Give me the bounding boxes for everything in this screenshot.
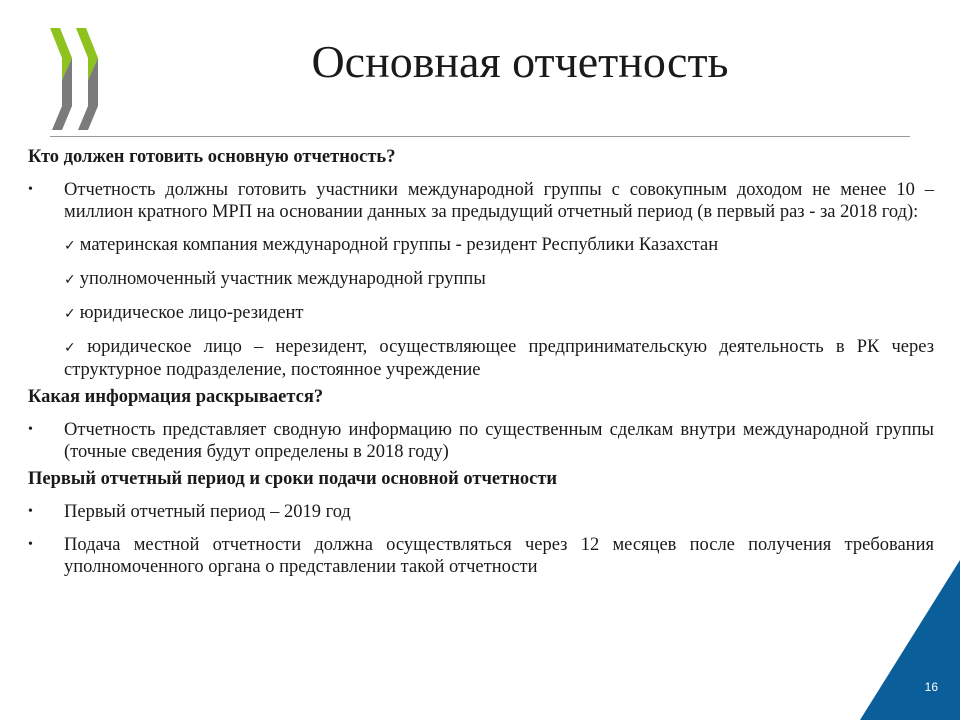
checkmark-icon: ✓ xyxy=(64,306,76,322)
bullet-text: Отчетность должны готовить участники международной группы с совокупным доходом не менее 10 – миллион кратного МРП на основании данных за предыдущий отчетный период (в первый раз - за 2018 год): xyxy=(64,180,934,222)
bullet-dot-icon: • xyxy=(28,422,33,437)
corner-triangle-decoration xyxy=(860,560,960,720)
bullet-dot-icon: • xyxy=(28,537,33,552)
bullet-text: Отчетность представляет сводную информацию по существенным сделкам внутри международной группы (точные сведения будут определены в 2018 году) xyxy=(64,420,934,462)
bullet-dot-icon: • xyxy=(28,182,33,197)
check-text: уполномоченный участник международной группы xyxy=(79,269,486,289)
bullet-item xyxy=(28,419,934,463)
bullet-text: Подача местной отчетности должна осуществляться через 12 месяцев после получения требования уполномоченного органа о представлении такой отчетности xyxy=(64,535,934,577)
check-text: материнская компания международной группы - резидент Республики Казахстан xyxy=(79,235,719,255)
check-text: юридическое лицо-резидент xyxy=(79,303,304,323)
checkmark-icon: ✓ xyxy=(64,272,76,288)
check-item xyxy=(28,302,934,325)
section-heading: Какая информация раскрывается? xyxy=(28,387,324,407)
section-heading: Кто должен готовить основную отчетность? xyxy=(28,147,396,167)
check-text: юридическое лицо – нерезидент, осуществляющее предпринимательскую деятельность в РК через структурное подразделение, постоянное учреждение xyxy=(64,337,935,380)
bullet-dot-icon: • xyxy=(28,504,33,519)
checkmark-icon: ✓ xyxy=(64,340,84,356)
section-heading: Первый отчетный период и сроки подачи основной отчетности xyxy=(28,469,558,489)
page-title: Основная отчетность xyxy=(311,36,729,87)
title-divider xyxy=(50,136,910,137)
page-number: 16 xyxy=(924,680,938,694)
bullet-item xyxy=(28,534,934,578)
bullet-item xyxy=(28,501,934,523)
slide-content xyxy=(28,146,934,589)
check-item xyxy=(28,234,934,257)
bullet-text: Первый отчетный период – 2019 год xyxy=(64,502,351,522)
bullet-item xyxy=(28,179,934,223)
check-item xyxy=(28,336,934,381)
check-item xyxy=(28,268,934,291)
checkmark-icon: ✓ xyxy=(64,238,76,254)
